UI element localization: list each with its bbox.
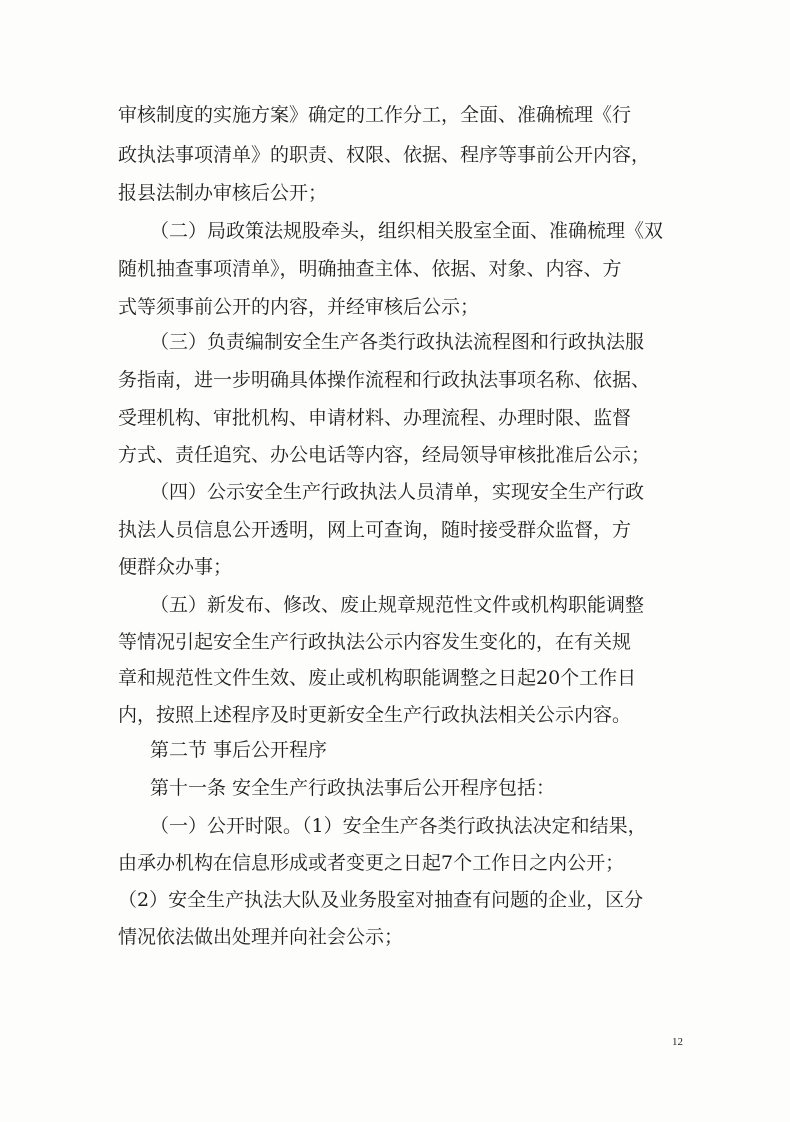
text-line-5: 随机抽查事项清单》，明确抽查主体、依据、对象、内容、方 [118,258,622,280]
text-line-20: （一）公开时限。（1）安全生产各类行政执法决定和结果， [150,815,647,837]
text-line-23: 情况依法做出处理并向社会公示； [118,926,404,948]
text-line-2: 政执法事项清单》的职责、权限、依据、程序等事前公开内容， [118,144,651,166]
text-line-13: 便群众办事； [118,556,233,578]
text-line-1: 审核制度的实施方案》确定的工作分工，全面、准确梳理《行 [118,104,632,126]
text-line-4: （二）局政策法规股牵头，组织相关股室全面、准确梳理《双 [150,220,664,242]
article-heading: 第十一条 安全生产行政执法事后公开程序包括： [150,777,556,799]
text-line-10: 方式、责任追究、办公电话等内容，经局领导审核批准后公示； [118,444,651,466]
text-line-15: 等情况引起安全生产行政执法公示内容发生变化的，在有关规 [118,631,632,653]
text-line-9: 受理机构、审批机构、申请材料、办理流程、办理时限、监督 [118,407,632,429]
text-line-22: （2）安全生产执法大队及业务股室对抽查有问题的企业，区分 [118,889,644,911]
text-line-6: 式等须事前公开的内容，并经审核后公示； [118,296,480,318]
text-line-12: 执法人员信息公开透明，网上可查询，随时接受群众监督，方 [118,519,632,541]
text-line-11: （四）公示安全生产行政执法人员清单，实现安全生产行政 [150,481,645,503]
text-line-7: （三）负责编制安全生产各类行政执法流程图和行政执法服 [150,331,645,353]
text-line-17: 内，按照上述程序及时更新安全生产行政执法相关公示内容。 [118,704,632,726]
text-line-16: 章和规范性文件生效、废止或机构职能调整之日起20个工作日 [118,667,637,689]
text-line-21: 由承办机构在信息形成或者变更之日起7个工作日之内公开； [118,852,625,874]
text-line-8: 务指南，进一步明确具体操作流程和行政执法事项名称、依据、 [118,369,651,391]
text-line-3: 报县法制办审核后公开； [118,182,328,204]
section-heading: 第二节 事后公开程序 [150,739,328,761]
text-line-14: （五）新发布、修改、废止规章规范性文件或机构职能调整 [150,594,645,616]
page-number: 12 [672,1036,683,1048]
